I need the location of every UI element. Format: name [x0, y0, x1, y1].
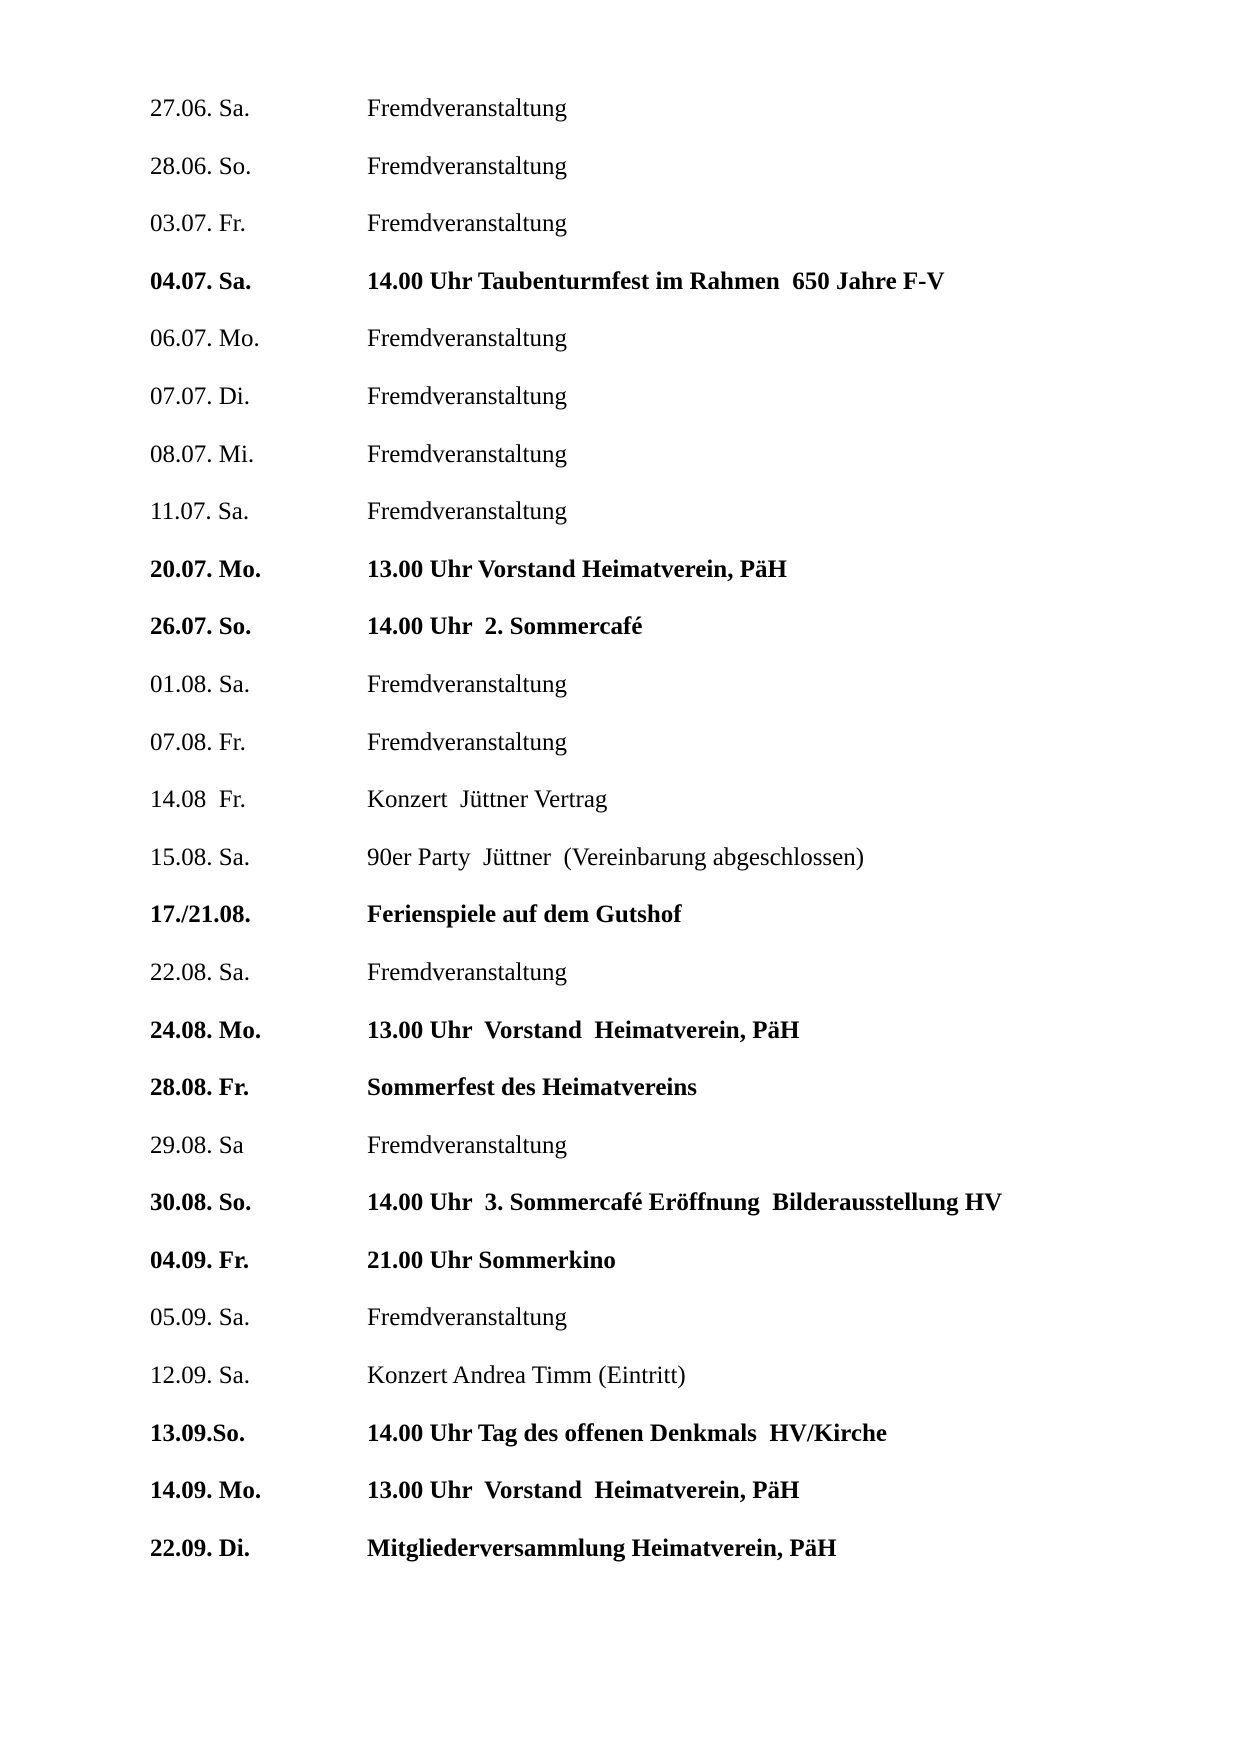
event-cell: 21.00 Uhr Sommerkino — [367, 1246, 616, 1274]
event-cell: Fremdveranstaltung — [367, 440, 567, 468]
date-cell: 08.07. Mi. — [150, 440, 255, 468]
table-row — [150, 483, 1201, 541]
table-row — [150, 771, 1201, 829]
date-cell: 26.07. So. — [150, 613, 252, 641]
event-cell: Fremdveranstaltung — [367, 210, 567, 238]
table-row — [150, 1347, 1201, 1405]
date-cell: 06.07. Mo. — [150, 325, 260, 353]
date-cell: 05.09. Sa. — [150, 1304, 250, 1332]
date-cell: 15.08. Sa. — [150, 843, 250, 871]
table-row — [150, 195, 1201, 253]
date-cell: 22.08. Sa. — [150, 958, 250, 986]
date-cell: 28.06. So. — [150, 152, 252, 180]
table-row — [150, 1462, 1201, 1520]
event-cell: Fremdveranstaltung — [367, 95, 567, 122]
table-row — [150, 656, 1201, 714]
event-cell: 14.00 Uhr 3. Sommercafé Eröffnung Bilderausstellung HV — [367, 1189, 1003, 1217]
event-cell: 14.00 Uhr 2. Sommercafé — [367, 613, 643, 641]
date-cell: 04.09. Fr. — [150, 1246, 250, 1274]
event-cell: Sommerfest des Heimatvereins — [367, 1074, 698, 1102]
table-row — [150, 310, 1201, 368]
date-cell: 27.06. Sa. — [150, 95, 250, 122]
table-row — [150, 1289, 1201, 1347]
event-cell: 14.00 Uhr Tag des offenen Denkmals HV/Kirche — [367, 1419, 887, 1447]
event-cell: Mitgliederversammlung Heimatverein, PäH — [367, 1534, 837, 1562]
date-cell: 03.07. Fr. — [150, 210, 246, 238]
table-row — [150, 714, 1201, 772]
event-cell: Fremdveranstaltung — [367, 152, 567, 180]
event-cell: Konzert Andrea Timm (Eintritt) — [367, 1362, 686, 1390]
event-cell: Konzert Jüttner Vertrag — [367, 786, 608, 814]
event-cell: 13.00 Uhr Vorstand Heimatverein, PäH — [367, 555, 787, 583]
date-cell: 24.08. Mo. — [150, 1016, 262, 1044]
date-cell: 22.09. Di. — [150, 1534, 250, 1562]
table-row — [150, 1520, 1201, 1578]
event-cell: Fremdveranstaltung — [367, 958, 567, 986]
event-cell: 90er Party Jüttner (Vereinbarung abgeschlossen) — [367, 843, 865, 871]
date-cell: 30.08. So. — [150, 1189, 252, 1217]
table-row — [150, 1059, 1201, 1117]
table-row — [150, 886, 1201, 944]
table-row — [150, 80, 1201, 138]
event-cell: Ferienspiele auf dem Gutshof — [367, 901, 682, 929]
date-cell: 11.07. Sa. — [150, 498, 250, 526]
event-cell: 14.00 Uhr Taubenturmfest im Rahmen 650 Jahre F-V — [367, 267, 945, 295]
date-cell: 07.07. Di. — [150, 382, 250, 410]
event-cell: Fremdveranstaltung — [367, 1131, 567, 1159]
table-row — [150, 598, 1201, 656]
date-cell: 28.08. Fr. — [150, 1074, 250, 1102]
date-cell: 13.09.So. — [150, 1419, 246, 1447]
date-cell: 07.08. Fr. — [150, 728, 246, 756]
date-cell: 20.07. Mo. — [150, 555, 262, 583]
table-row — [150, 368, 1201, 426]
event-cell: Fremdveranstaltung — [367, 728, 567, 756]
schedule-list — [150, 80, 1201, 1577]
date-cell: 04.07. Sa. — [150, 267, 252, 295]
table-row — [150, 1117, 1201, 1175]
event-cell: Fremdveranstaltung — [367, 325, 567, 353]
date-cell: 17./21.08. — [150, 901, 251, 929]
table-row — [150, 1002, 1201, 1060]
event-cell: Fremdveranstaltung — [367, 498, 567, 526]
table-row — [150, 1405, 1201, 1463]
table-row — [150, 829, 1201, 887]
table-row — [150, 944, 1201, 1002]
table-row — [150, 426, 1201, 484]
table-row — [150, 541, 1201, 599]
event-cell: Fremdveranstaltung — [367, 382, 567, 410]
event-cell: Fremdveranstaltung — [367, 1304, 567, 1332]
table-row — [150, 138, 1201, 196]
table-row — [150, 253, 1201, 311]
date-cell: 01.08. Sa. — [150, 670, 250, 698]
date-cell: 12.09. Sa. — [150, 1362, 250, 1390]
event-cell: 13.00 Uhr Vorstand Heimatverein, PäH — [367, 1477, 800, 1505]
event-cell: 13.00 Uhr Vorstand Heimatverein, PäH — [367, 1016, 800, 1044]
date-cell: 14.08 Fr. — [150, 786, 246, 814]
table-row — [150, 1174, 1201, 1232]
date-cell: 14.09. Mo. — [150, 1477, 262, 1505]
event-cell: Fremdveranstaltung — [367, 670, 567, 698]
table-row — [150, 1232, 1201, 1290]
date-cell: 29.08. Sa — [150, 1131, 244, 1159]
